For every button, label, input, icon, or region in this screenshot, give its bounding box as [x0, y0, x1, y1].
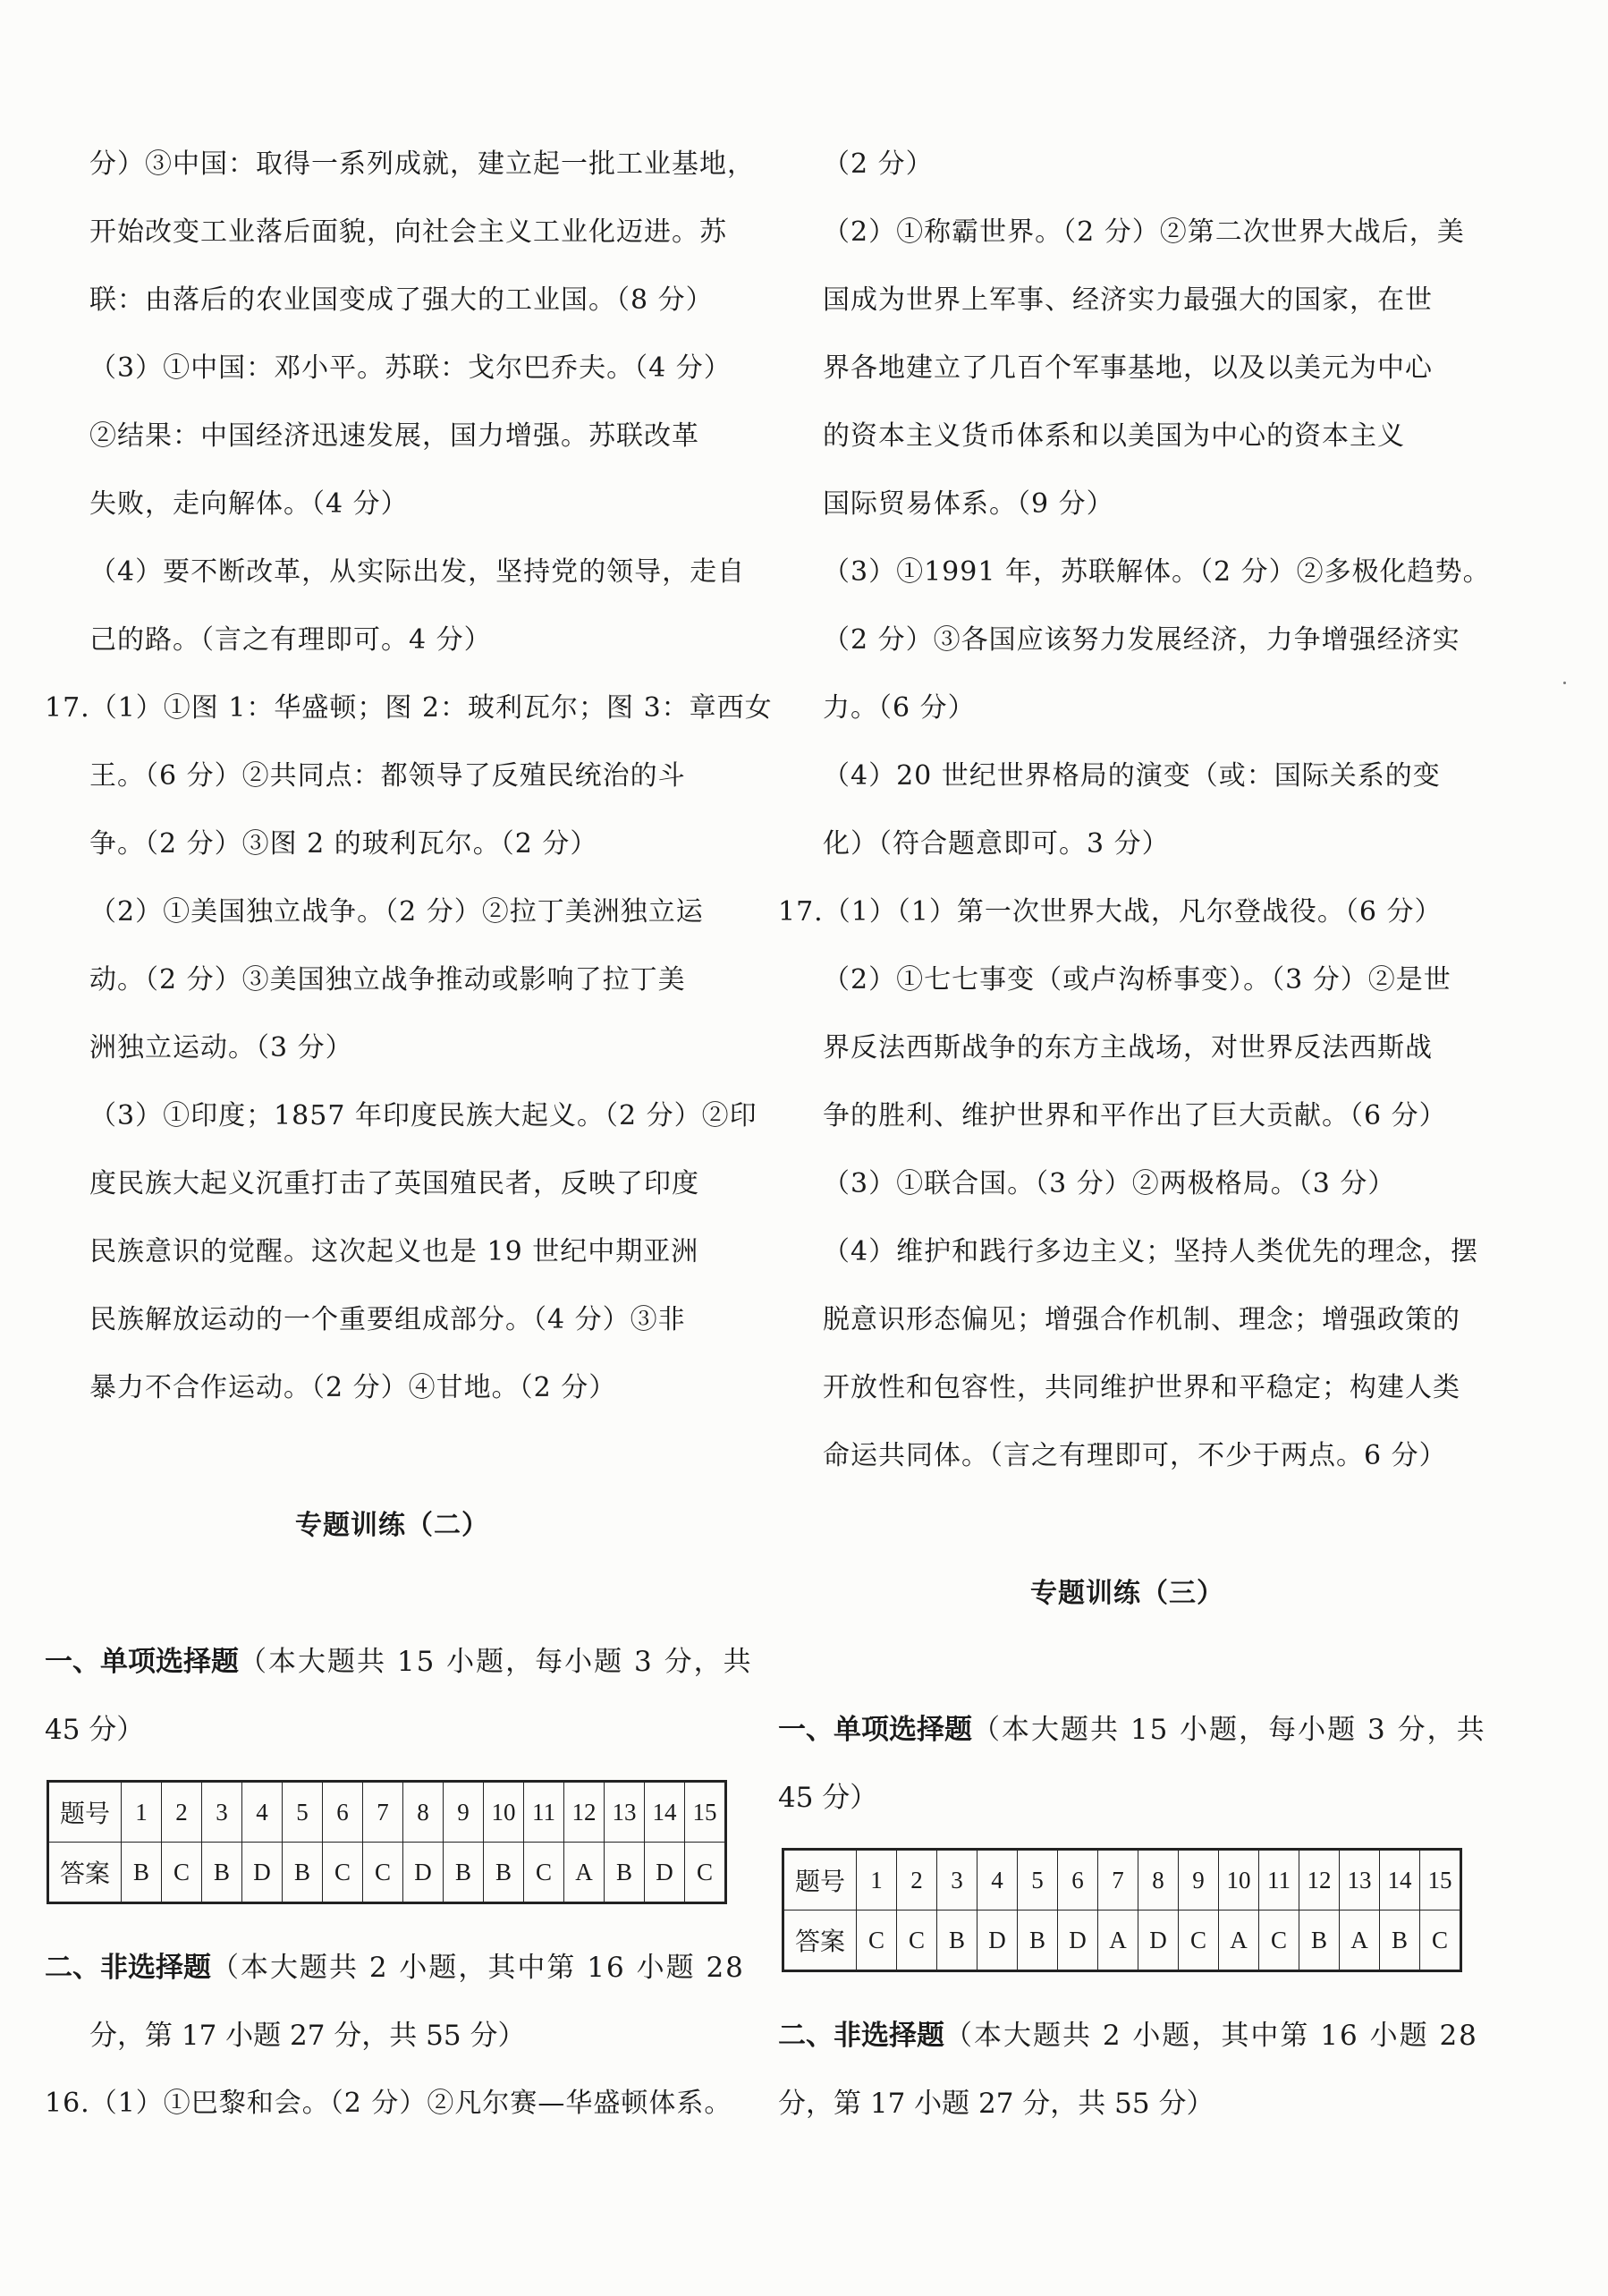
text-line: 国际贸易体系。（9 分）: [823, 488, 1114, 520]
question-number-cell: 2: [162, 1782, 202, 1843]
answer-cell: D: [645, 1843, 685, 1903]
answer-cell: A: [564, 1843, 605, 1903]
text-line: 分）③中国：取得一系列成就，建立起一批工业基地，: [89, 148, 755, 180]
text-line: 暴力不合作运动。（2 分）④甘地。（2 分）: [89, 1372, 617, 1403]
section-two-label: 二、非选择题: [778, 2020, 944, 2052]
section-heading: 专题训练（二）: [295, 1510, 489, 1541]
question-number-cell: 6: [323, 1782, 363, 1843]
question-number-cell: 15: [685, 1782, 726, 1843]
text-line: 界各地建立了几百个军事基地，以及以美元为中心: [823, 352, 1433, 384]
answer-cell: B: [937, 1911, 977, 1971]
question-number-cell: 3: [937, 1850, 977, 1911]
text-line: 洲独立运动。（3 分）: [89, 1032, 353, 1063]
text-line: 命运共同体。（言之有理即可，不少于两点。6 分）: [823, 1440, 1447, 1471]
section-one-label: 一、单项选择题: [778, 1714, 972, 1746]
text-line: 开放性和包容性，共同维护世界和平稳定；构建人类: [823, 1372, 1460, 1403]
text-line: （4）要不断改革，从实际出发，坚持党的领导，走自: [89, 556, 746, 588]
text-line: （2 分）: [823, 148, 934, 180]
answer-cell: D: [1138, 1911, 1179, 1971]
section-two-note: （本大题共 2 小题，其中第 16 小题 28: [944, 2020, 1478, 2052]
answer-cell: B: [605, 1843, 645, 1903]
question-number-cell: 15: [1420, 1850, 1461, 1911]
section-one-note: （本大题共 15 小题，每小题 3 分，共: [972, 1714, 1486, 1746]
section-one-note: （本大题共 15 小题，每小题 3 分，共: [239, 1646, 753, 1678]
text-line: 的资本主义货币体系和以美国为中心的资本主义: [823, 420, 1405, 452]
table-header-cell: 答案: [783, 1911, 857, 1971]
question-number-cell: 14: [645, 1782, 685, 1843]
answer-cell: C: [1179, 1911, 1219, 1971]
section-one-title: [45, 1644, 753, 1680]
answer-cell: D: [242, 1843, 283, 1903]
answer-cell: C: [685, 1843, 726, 1903]
section-one-title: [778, 1712, 1486, 1748]
section-one-note-cont: 45 分）: [45, 1714, 145, 1746]
question-number-cell: 7: [363, 1782, 403, 1843]
section-two-label: 二、非选择题: [45, 1952, 211, 1984]
section-one-label: 一、单项选择题: [45, 1646, 239, 1678]
question-17-line: 17.（1）①图 1：华盛顿；图 2：玻利瓦尔；图 3：章西女: [45, 692, 773, 724]
answer-cell: C: [363, 1843, 403, 1903]
question-number-cell: 1: [857, 1850, 897, 1911]
section-heading: 专题训练（三）: [1030, 1578, 1224, 1609]
text-line: 失败，走向解体。（4 分）: [89, 488, 409, 520]
scan-speck: [1563, 682, 1566, 684]
answer-cell: A: [1219, 1911, 1259, 1971]
text-line: 国成为世界上军事、经济实力最强大的国家，在世: [823, 284, 1433, 316]
text-line: （2）①美国独立战争。（2 分）②拉丁美洲独立运: [89, 896, 704, 928]
question-16-line: 16.（1）①巴黎和会。（2 分）②凡尔赛—华盛顿体系。: [45, 2088, 732, 2119]
answer-cell: B: [1018, 1911, 1058, 1971]
table-header-cell: 答案: [48, 1843, 122, 1903]
text-line: 力。（6 分）: [823, 692, 976, 724]
section-two-title: [45, 1950, 745, 1986]
answer-cell: B: [1380, 1911, 1420, 1971]
section-two-note: （本大题共 2 小题，其中第 16 小题 28: [211, 1952, 745, 1984]
text-line: 动。（2 分）③美国独立战争推动或影响了拉丁美: [89, 964, 686, 995]
question-number-cell: 4: [977, 1850, 1018, 1911]
question-number-cell: 9: [444, 1782, 484, 1843]
text-line: （2）①七七事变（或卢沟桥事变）。（3 分）②是世: [823, 964, 1451, 995]
question-number-cell: 14: [1380, 1850, 1420, 1911]
table-row: [783, 1911, 1461, 1971]
answer-table: [782, 1848, 1462, 1972]
answer-cell: C: [1420, 1911, 1461, 1971]
text-line: 脱意识形态偏见；增强合作机制、理念；增强政策的: [823, 1304, 1460, 1335]
question-number-cell: 3: [202, 1782, 242, 1843]
answer-cell: B: [484, 1843, 524, 1903]
table-header-cell: 题号: [783, 1850, 857, 1911]
text-line: （2 分）③各国应该努力发展经济，力争增强经济实: [823, 624, 1460, 656]
question-number-cell: 8: [403, 1782, 444, 1843]
answer-cell: B: [444, 1843, 484, 1903]
answer-cell: B: [283, 1843, 323, 1903]
text-line: 争。（2 分）③图 2 的玻利瓦尔。（2 分）: [89, 828, 598, 860]
answer-cell: B: [122, 1843, 162, 1903]
section-two-note-cont: 分，第 17 小题 27 分，共 55 分）: [778, 2088, 1214, 2120]
text-line: ②结果：中国经济迅速发展，国力增强。苏联改革: [89, 420, 699, 452]
question-number-cell: 13: [605, 1782, 645, 1843]
question-17-line: 17.（1）（1）第一次世界大战，凡尔登战役。（6 分）: [778, 896, 1443, 928]
answer-cell: D: [403, 1843, 444, 1903]
question-number-cell: 13: [1340, 1850, 1380, 1911]
question-number-cell: 9: [1179, 1850, 1219, 1911]
text-line: （3）①印度；1857 年印度民族大起义。（2 分）②印: [89, 1100, 757, 1131]
question-number-cell: 1: [122, 1782, 162, 1843]
question-number-cell: 6: [1058, 1850, 1098, 1911]
answer-cell: B: [202, 1843, 242, 1903]
question-number-cell: 12: [564, 1782, 605, 1843]
text-line: 争的胜利、维护世界和平作出了巨大贡献。（6 分）: [823, 1100, 1447, 1131]
text-line: 界反法西斯战争的东方主战场，对世界反法西斯战: [823, 1032, 1433, 1063]
section-two-title: [778, 2018, 1478, 2054]
question-number-cell: 8: [1138, 1850, 1179, 1911]
question-number-cell: 4: [242, 1782, 283, 1843]
answer-table: [47, 1780, 727, 1904]
answer-cell: B: [1299, 1911, 1340, 1971]
text-line: 联：由落后的农业国变成了强大的工业国。（8 分）: [89, 284, 714, 316]
text-line: （3）①联合国。（3 分）②两极格局。（3 分）: [823, 1168, 1396, 1199]
text-line: 开始改变工业落后面貌，向社会主义工业化迈进。苏: [89, 216, 727, 248]
question-number-cell: 2: [897, 1850, 937, 1911]
table-row: [48, 1843, 726, 1903]
question-number-cell: 11: [524, 1782, 564, 1843]
text-line: 民族解放运动的一个重要组成部分。（4 分）③非: [89, 1304, 686, 1335]
answer-cell: C: [1259, 1911, 1299, 1971]
text-line: （2）①称霸世界。（2 分）②第二次世界大战后，美: [823, 216, 1465, 248]
text-line: 化）（符合题意即可。3 分）: [823, 828, 1170, 860]
text-line: 王。（6 分）②共同点：都领导了反殖民统治的斗: [89, 760, 686, 792]
answer-cell: C: [897, 1911, 937, 1971]
answer-cell: C: [323, 1843, 363, 1903]
text-line: （4）维护和践行多边主义；坚持人类优先的理念，摆: [823, 1236, 1479, 1267]
table-row: [48, 1782, 726, 1843]
section-two-note-cont: 分，第 17 小题 27 分，共 55 分）: [89, 2020, 526, 2052]
question-number-cell: 12: [1299, 1850, 1340, 1911]
answer-cell: D: [1058, 1911, 1098, 1971]
answer-cell: A: [1340, 1911, 1380, 1971]
text-line: （3）①中国：邓小平。苏联：戈尔巴乔夫。（4 分）: [89, 352, 732, 384]
question-number-cell: 10: [1219, 1850, 1259, 1911]
answer-cell: A: [1098, 1911, 1138, 1971]
section-one-note-cont: 45 分）: [778, 1782, 878, 1814]
answer-cell: D: [977, 1911, 1018, 1971]
table-row: [783, 1850, 1461, 1911]
answer-cell: C: [162, 1843, 202, 1903]
question-number-cell: 10: [484, 1782, 524, 1843]
answer-cell: C: [857, 1911, 897, 1971]
text-line: 民族意识的觉醒。这次起义也是 19 世纪中期亚洲: [89, 1236, 699, 1267]
question-number-cell: 5: [1018, 1850, 1058, 1911]
text-line: （4）20 世纪世界格局的演变（或：国际关系的变: [823, 760, 1441, 792]
text-line: 己的路。（言之有理即可。4 分）: [89, 624, 492, 656]
question-number-cell: 7: [1098, 1850, 1138, 1911]
text-line: （3）①1991 年，苏联解体。（2 分）②多极化趋势。: [823, 556, 1491, 588]
question-number-cell: 5: [283, 1782, 323, 1843]
table-header-cell: 题号: [48, 1782, 122, 1843]
answer-cell: C: [524, 1843, 564, 1903]
text-line: 度民族大起义沉重打击了英国殖民者，反映了印度: [89, 1168, 699, 1199]
question-number-cell: 11: [1259, 1850, 1299, 1911]
